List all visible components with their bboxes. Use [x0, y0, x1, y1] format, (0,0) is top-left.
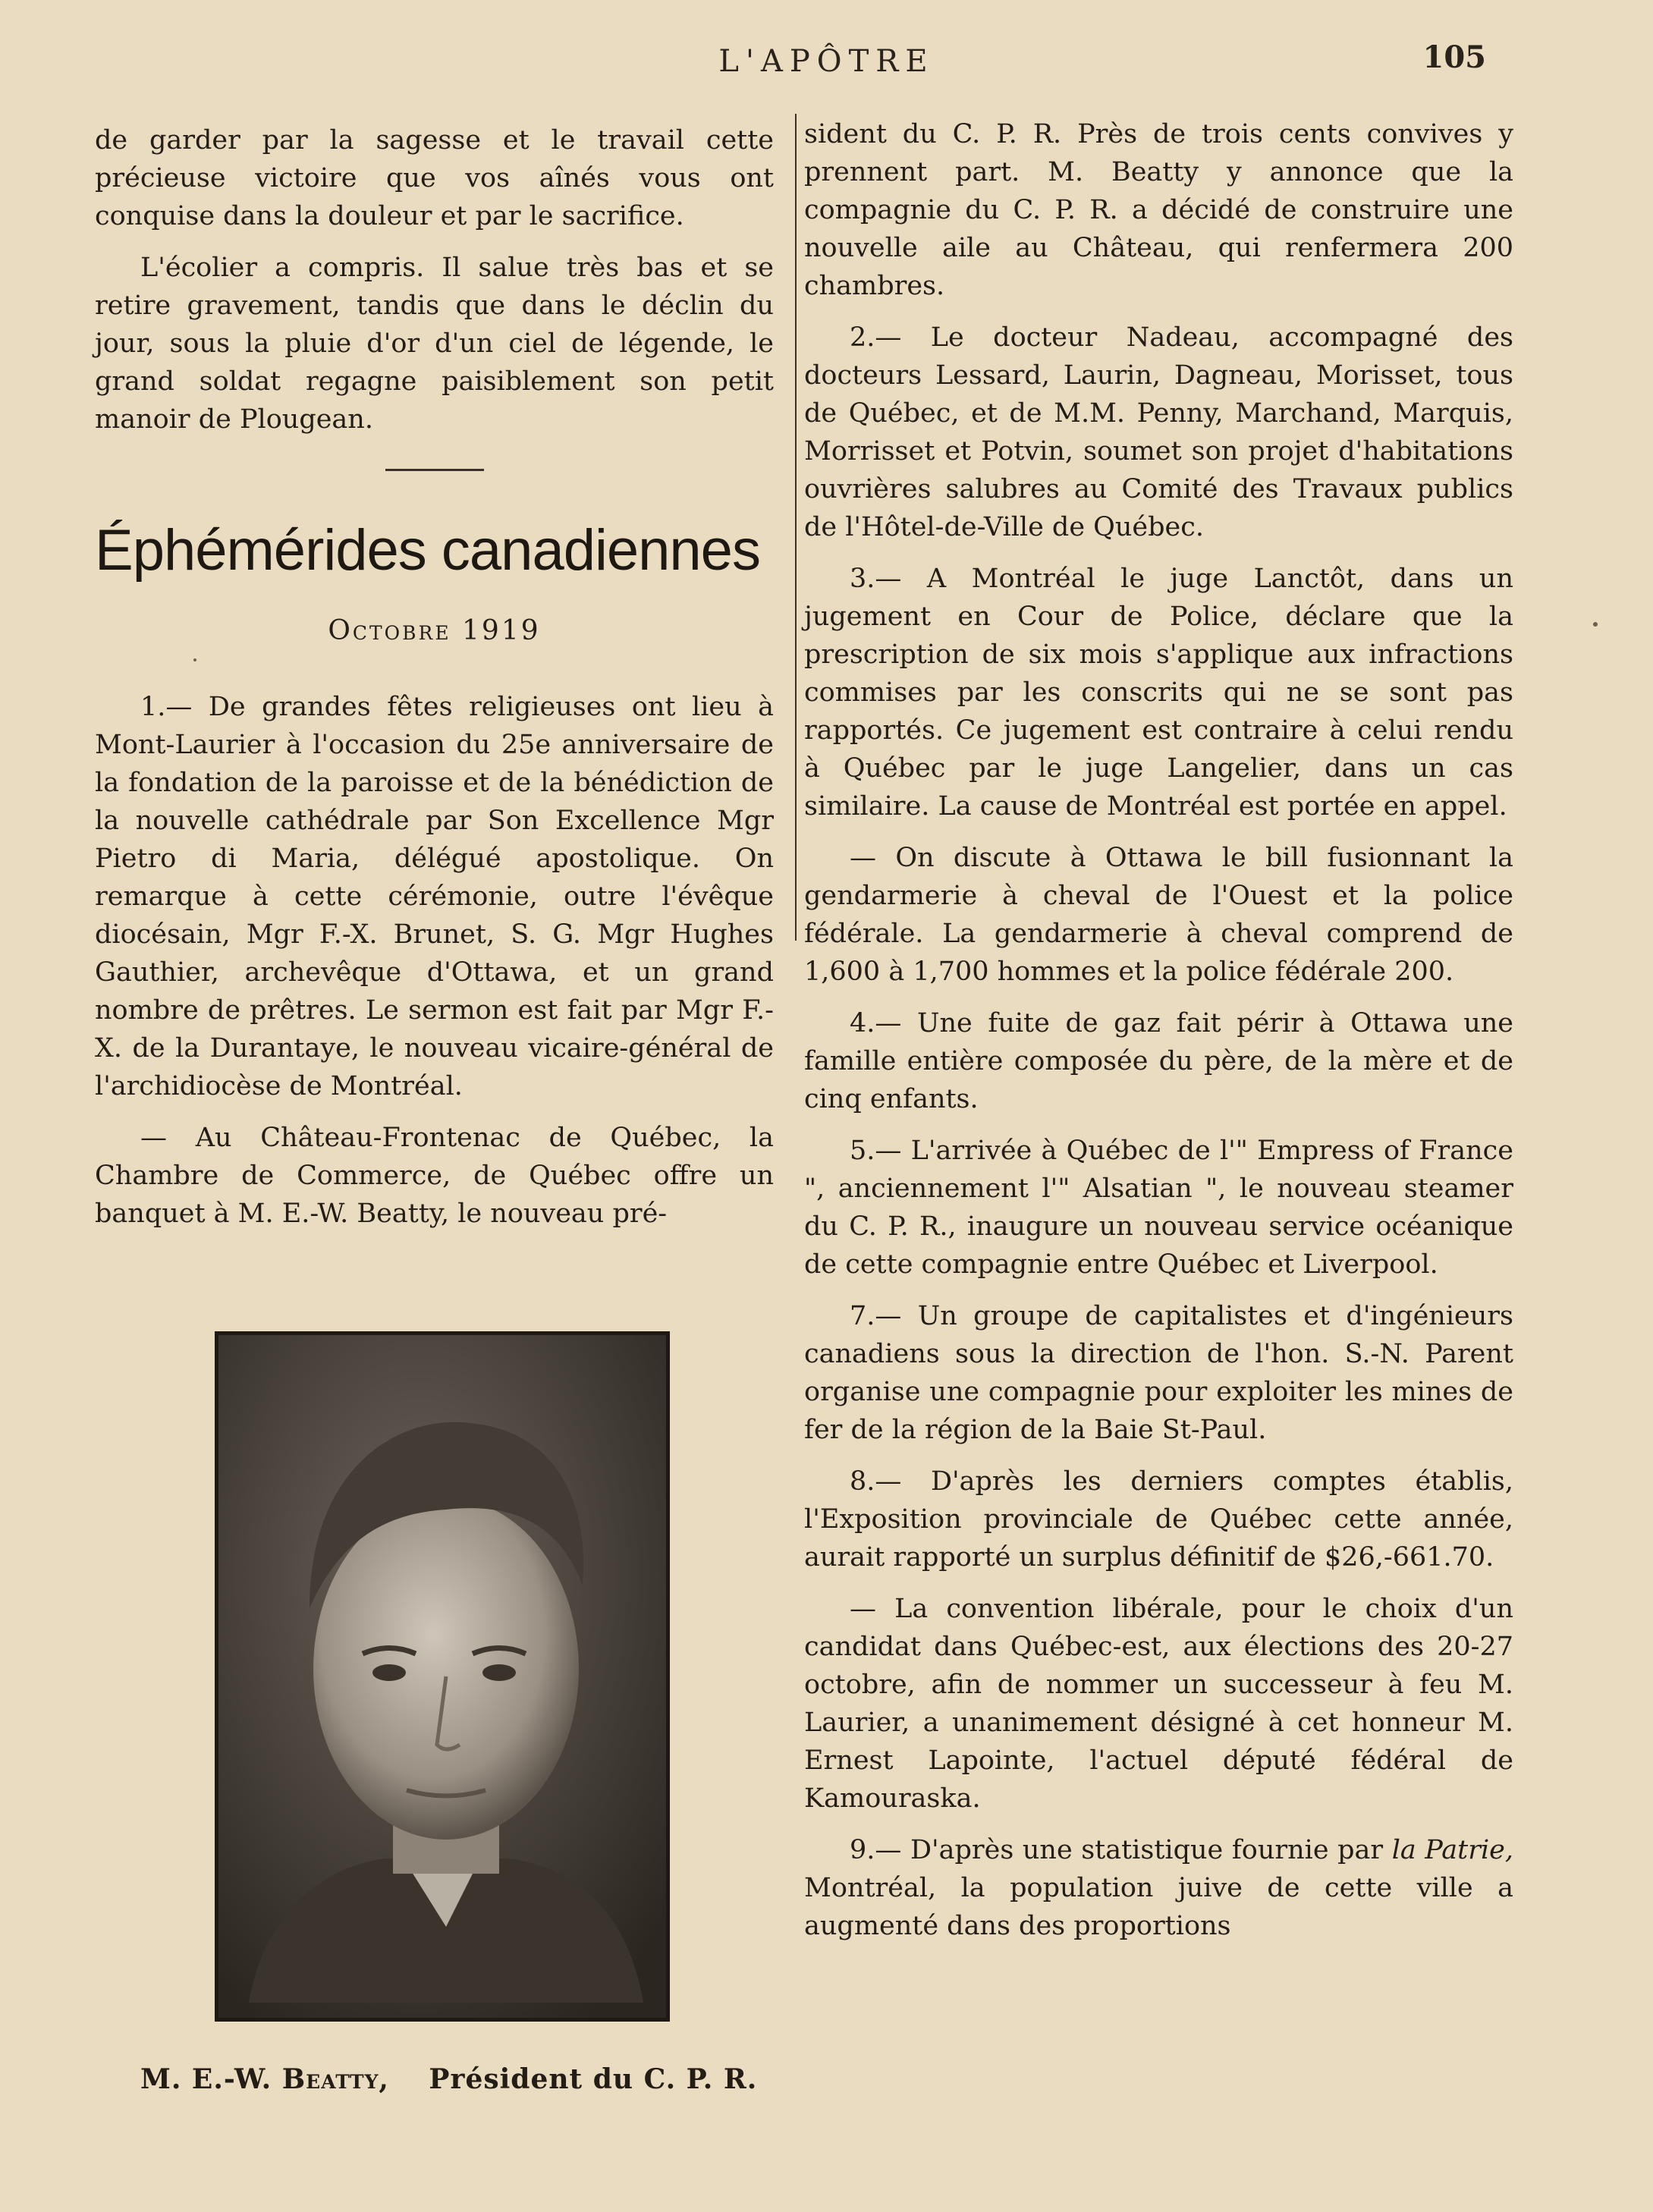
- section-divider: [385, 469, 484, 471]
- entry-paragraph: 2.— Le docteur Nadeau, accompagné des docteurs Lessard, Laurin, Dagneau, Morisset, tous de Québec, et de M.M. Penny, Marchand, Marquis, Morrisset et Potvin, soumet son projet d'habitations ouvrières salubres au Comité des Travaux publics de l'Hôtel-de-Ville de Québec.: [804, 322, 1513, 542]
- entry-paragraph: 1.— De grandes fêtes religieuses ont lieu à Mont-Laurier à l'occasion du 25e anniversaire de la fondation de la paroisse et de la bénédiction de la nouvelle cathédrale par Son Excellence Mgr Pietro di Maria, délégué apostolique. On remarque à cette cérémonie, outre l'évêque diocésain, Mgr F.-X. Brunet, S. G. Mgr Hughes Gauthier, archevêque d'Ottawa, et un grand nombre de prêtres. Le sermon est fait par Mgr F.-X. de la Durantaye, le nouveau vicaire-général de l'archidiocèse de Montréal.: [95, 692, 774, 1101]
- intro-paragraph: L'écolier a compris. Il salue très bas et se retire gravement, tandis que dans le déclin du jour, sous la pluie d'or d'un ciel de légende, le grand soldat regagne paisiblement son petit manoir de Plougean.: [95, 253, 774, 435]
- entry-paragraph: 7.— Un groupe de capitalistes et d'ingénieurs canadiens sous la direction de l'hon. S.-N. Parent organise une compagnie pour exploiter les mines de fer de la région de la Baie St-Paul.: [804, 1301, 1513, 1445]
- entry-paragraph: 8.— D'après les derniers comptes établis, l'Exposition provinciale de Québec cette année, aurait rapporté un surplus définitif de $26,-661.70.: [804, 1466, 1513, 1573]
- entry-paragraph: [804, 1831, 1513, 1945]
- entry-paragraph: 3.— A Montréal le juge Lanctôt, dans un jugement en Cour de Police, déclare que la prescription de six mois s'applique aux infractions commises par les conscrits qui ne se sont pas rapportés. Ce jugement est contraire à celui rendu à Québec par le juge Langelier, dans un cas similaire. La cause de Montréal est portée en appel.: [804, 564, 1513, 822]
- page-number: 105: [1422, 39, 1486, 75]
- entry-paragraph: — On discute à Ottawa le bill fusionnant la gendarmerie à cheval de l'Ouest et la police fédérale. La gendarmerie à cheval comprend de 1,600 à 1,700 hommes et la police fédérale 200.: [804, 843, 1513, 987]
- caption-name: M. E.-W. Beatty,: [140, 2063, 389, 2095]
- photo-caption: [140, 2063, 785, 2095]
- section-date: Octobre 1919: [328, 615, 541, 646]
- running-head: L'APÔTRE: [718, 44, 935, 79]
- entry-rest: Montréal, la population juive de cette ville a augmenté dans des proportions: [804, 1873, 1513, 1941]
- entry-paragraph: — La convention libérale, pour le choix d'un candidat dans Québec-est, aux élections des 20-27 octobre, afin de nommer un successeur à feu M. Laurier, a unanimement désigné à cet honneur M. Ernest Lapointe, l'actuel député fédéral de Kamouraska.: [804, 1594, 1513, 1814]
- paper-speck: [193, 658, 196, 661]
- left-column: [95, 121, 774, 1246]
- entry-paragraph: — Au Château-Frontenac de Québec, la Chambre de Commerce, de Québec offre un banquet à M. E.-W. Beatty, le nouveau pré-: [95, 1123, 774, 1229]
- section-title: Éphémérides canadiennes: [95, 518, 760, 583]
- newspaper-name: la Patrie,: [1391, 1835, 1513, 1865]
- portrait-illustration: [218, 1335, 666, 2018]
- entry-paragraph: 4.— Une fuite de gaz fait périr à Ottawa une famille entière composée du père, de la mère et de cinq enfants.: [804, 1008, 1513, 1114]
- caption-role: Président du C. P. R.: [429, 2063, 758, 2095]
- entry-start: 9.— D'après une statistique fournie par: [850, 1835, 1384, 1865]
- intro-paragraph: de garder par la sagesse et le travail cette précieuse victoire que vos aînés vous ont conquise dans la douleur et par le sacrifice.: [95, 125, 774, 231]
- entry-paragraph: 5.— L'arrivée à Québec de l'" Empress of France ", anciennement l'" Alsatian ", le nouveau steamer du C. P. R., inaugure un nouveau service océanique de cette compagnie entre Québec et Liverpool.: [804, 1136, 1513, 1280]
- portrait-photo: [215, 1331, 670, 2022]
- paper-speck: [1593, 622, 1598, 627]
- right-column: [804, 115, 1513, 1959]
- entry-paragraph: sident du C. P. R. Près de trois cents convives y prennent part. M. Beatty y annonce que la compagnie du C. P. R. a décidé de construire une nouvelle aile au Château, qui renfermera 200 chambres.: [804, 119, 1513, 301]
- column-separator: [795, 114, 797, 941]
